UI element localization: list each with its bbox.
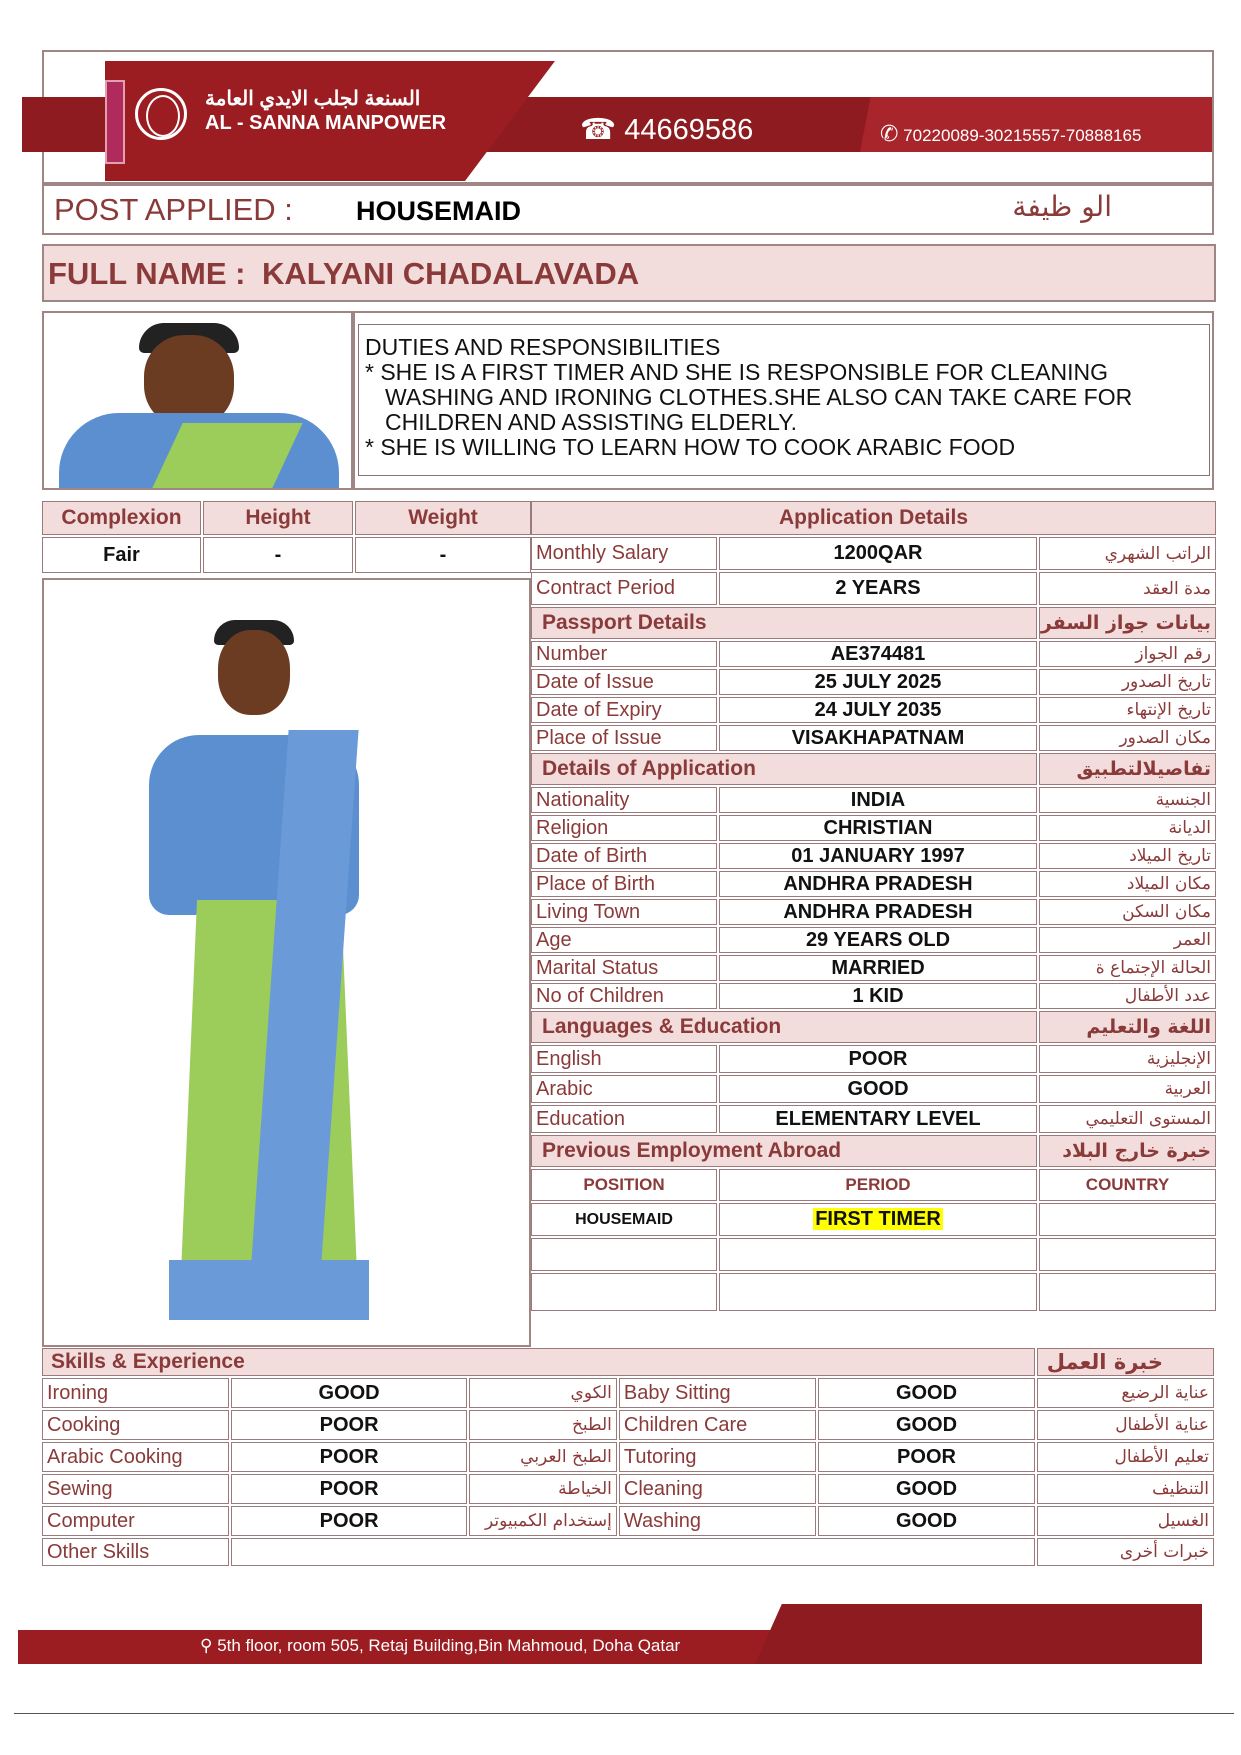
row-label-ar: العمر xyxy=(1039,927,1216,953)
skill-row xyxy=(42,1378,1214,1408)
row-label-ar: مكان الصدور xyxy=(1039,725,1216,751)
employment-cell: HOUSEMAID xyxy=(531,1203,717,1236)
attr-header: Weight xyxy=(355,501,531,535)
skill-label-ar: إستخدام الكمبيوتر xyxy=(469,1506,617,1536)
table-row xyxy=(531,899,1216,925)
row-label-ar: تاريخ الصدور xyxy=(1039,669,1216,695)
skill-label-ar: الغسيل xyxy=(1037,1506,1214,1536)
row-value: MARRIED xyxy=(719,955,1037,981)
row-label-ar: الديانة xyxy=(1039,815,1216,841)
weight-value: - xyxy=(355,537,531,573)
attributes-table xyxy=(40,499,533,575)
row-label: Number xyxy=(531,641,717,667)
row-label-ar: الإنجليزية xyxy=(1039,1045,1216,1073)
employment-cell xyxy=(719,1238,1037,1271)
application-details-table xyxy=(529,499,1218,1313)
skill-row xyxy=(42,1506,1214,1536)
application-details-header: Application Details xyxy=(531,501,1216,535)
table-row xyxy=(531,955,1216,981)
row-value: 1200QAR xyxy=(719,537,1037,570)
row-label: Monthly Salary xyxy=(531,537,717,570)
duties-line: * SHE IS A FIRST TIMER AND SHE IS RESPONSIBLE FOR CLEANING xyxy=(365,359,1109,385)
table-row xyxy=(531,725,1216,751)
skill-row xyxy=(42,1442,1214,1472)
row-label-ar: المستوى التعليمي xyxy=(1039,1105,1216,1133)
table-row xyxy=(531,815,1216,841)
row-value: AE374481 xyxy=(719,641,1037,667)
skills-table xyxy=(40,1346,1216,1568)
table-row xyxy=(531,697,1216,723)
skill-level: POOR xyxy=(231,1442,467,1472)
skill-level: POOR xyxy=(231,1410,467,1440)
attr-header: Height xyxy=(203,501,353,535)
row-value: 29 YEARS OLD xyxy=(719,927,1037,953)
row-label-ar: مكان السكن xyxy=(1039,899,1216,925)
employment-row xyxy=(531,1203,1216,1236)
duties-box xyxy=(358,324,1210,476)
skill-label: Children Care xyxy=(619,1410,816,1440)
section-header-ar: خبرة خارج البلاد xyxy=(1039,1135,1216,1167)
telephone-icon: ☎ xyxy=(580,114,617,146)
skill-label-ar: التنظيف xyxy=(1037,1474,1214,1504)
mobile-numbers xyxy=(880,121,1141,147)
address-text: 5th floor, room 505, Retaj Building,Bin Mahmoud, Doha Qatar xyxy=(217,1636,681,1655)
skill-label-ar: الطبخ العربي xyxy=(469,1442,617,1472)
first-timer-highlight: FIRST TIMER xyxy=(815,1208,941,1230)
table-row xyxy=(531,843,1216,869)
header-accent xyxy=(105,80,125,164)
duties-line: CHILDREN AND ASSISTING ELDERLY. xyxy=(385,409,798,435)
post-applied-row xyxy=(42,184,1214,235)
mobile-value: 70220089-30215557-70888165 xyxy=(903,126,1142,145)
other-skills-row xyxy=(42,1538,1214,1566)
skill-label: Cleaning xyxy=(619,1474,816,1504)
skill-level: GOOD xyxy=(231,1378,467,1408)
row-value: VISAKHAPATNAM xyxy=(719,725,1037,751)
skills-header: Skills & Experience xyxy=(42,1348,1035,1376)
section-header: Details of Application xyxy=(531,753,1037,785)
attr-header: Complexion xyxy=(42,501,201,535)
skill-label: Baby Sitting xyxy=(619,1378,816,1408)
skill-level: GOOD xyxy=(818,1506,1035,1536)
skill-level: GOOD xyxy=(818,1378,1035,1408)
row-value: ELEMENTARY LEVEL xyxy=(719,1105,1037,1133)
complexion-value: Fair xyxy=(42,537,201,573)
portrait-photo xyxy=(42,311,353,490)
skill-label: Computer xyxy=(42,1506,229,1536)
section-header-ar: بيانات جواز السفر xyxy=(1039,607,1216,639)
post-value: HOUSEMAID xyxy=(356,196,522,226)
employment-cell xyxy=(531,1273,717,1311)
employment-column-header: PERIOD xyxy=(719,1169,1037,1201)
row-label: Arabic xyxy=(531,1075,717,1103)
section-header: Languages & Education xyxy=(531,1011,1037,1043)
table-row xyxy=(531,787,1216,813)
section-header: Passport Details xyxy=(531,607,1037,639)
row-label: Contract Period xyxy=(531,572,717,605)
skill-label: Cooking xyxy=(42,1410,229,1440)
table-row xyxy=(531,1075,1216,1103)
skill-level: GOOD xyxy=(818,1474,1035,1504)
skill-row xyxy=(42,1474,1214,1504)
skill-label: Ironing xyxy=(42,1378,229,1408)
company-name: AL - SANNA MANPOWER xyxy=(205,112,447,134)
employment-cell xyxy=(531,1238,717,1271)
row-value: POOR xyxy=(719,1045,1037,1073)
table-row xyxy=(531,537,1216,570)
row-label: Marital Status xyxy=(531,955,717,981)
row-label: Education xyxy=(531,1105,717,1133)
duties-line: WASHING AND IRONING CLOTHES.SHE ALSO CAN TAKE CARE FOR xyxy=(385,384,1133,410)
table-row xyxy=(531,871,1216,897)
duties-title: DUTIES AND RESPONSIBILITIES xyxy=(365,334,721,360)
row-label-ar: عدد الأطفال xyxy=(1039,983,1216,1009)
skill-label: Arabic Cooking xyxy=(42,1442,229,1472)
row-value: 1 KID xyxy=(719,983,1037,1009)
row-value: ANDHRA PRADESH xyxy=(719,871,1037,897)
skill-row xyxy=(42,1410,1214,1440)
other-skills-value xyxy=(231,1538,1034,1566)
row-value: 24 JULY 2035 xyxy=(719,697,1037,723)
row-value: 25 JULY 2025 xyxy=(719,669,1037,695)
skill-level: POOR xyxy=(231,1506,467,1536)
row-label: Religion xyxy=(531,815,717,841)
phone-number xyxy=(580,112,753,147)
table-row xyxy=(531,1105,1216,1133)
skill-level: GOOD xyxy=(818,1410,1035,1440)
full-name-value: KALYANI CHADALAVADA xyxy=(262,256,640,291)
skill-label-ar: الخياطة xyxy=(469,1474,617,1504)
row-value: 2 YEARS xyxy=(719,572,1037,605)
skill-label: Sewing xyxy=(42,1474,229,1504)
skill-level: POOR xyxy=(818,1442,1035,1472)
skill-label: Tutoring xyxy=(619,1442,816,1472)
row-label: Date of Issue xyxy=(531,669,717,695)
row-label: No of Children xyxy=(531,983,717,1009)
skill-label: Washing xyxy=(619,1506,816,1536)
location-pin-icon: ⚲ xyxy=(200,1636,213,1655)
employment-cell xyxy=(719,1203,1037,1236)
full-name-label: FULL NAME : xyxy=(48,256,246,291)
footer-accent xyxy=(755,1604,1202,1664)
row-label-ar: الجنسية xyxy=(1039,787,1216,813)
employment-column-header: COUNTRY xyxy=(1039,1169,1216,1201)
skill-label-ar: تعليم الأطفال xyxy=(1037,1442,1214,1472)
row-label: Date of Birth xyxy=(531,843,717,869)
row-label-ar: الحالة الإجتماع ة xyxy=(1039,955,1216,981)
row-label: Nationality xyxy=(531,787,717,813)
row-label-ar: الراتب الشهري xyxy=(1039,537,1216,570)
skills-header-ar: خبرة العمل xyxy=(1037,1348,1214,1376)
row-label: Place of Birth xyxy=(531,871,717,897)
employment-column-header: POSITION xyxy=(531,1169,717,1201)
table-row xyxy=(531,927,1216,953)
row-value: ANDHRA PRADESH xyxy=(719,899,1037,925)
row-label-ar: مكان الميلاد xyxy=(1039,871,1216,897)
skill-label-ar: عناية الأطفال xyxy=(1037,1410,1214,1440)
table-row xyxy=(531,572,1216,605)
section-header-ar: تفاصيلالتطبيق xyxy=(1039,753,1216,785)
table-row xyxy=(531,1045,1216,1073)
full-name-row xyxy=(42,244,1216,302)
table-row xyxy=(531,983,1216,1009)
row-value: INDIA xyxy=(719,787,1037,813)
row-label: Age xyxy=(531,927,717,953)
phone-value: 44669586 xyxy=(624,114,754,146)
footer-address xyxy=(200,1636,680,1656)
row-value: CHRISTIAN xyxy=(719,815,1037,841)
company-name-ar: السنعة لجلب الايدي العامة xyxy=(205,88,421,110)
section-header-ar: اللغة والتعليم xyxy=(1039,1011,1216,1043)
skill-label-ar: عناية الرضيع xyxy=(1037,1378,1214,1408)
skill-label-ar: الكوي xyxy=(469,1378,617,1408)
post-label-ar: الو ظيفة xyxy=(1012,190,1112,223)
row-value: 01 JANUARY 1997 xyxy=(719,843,1037,869)
table-row xyxy=(531,641,1216,667)
row-label-ar: مدة العقد xyxy=(1039,572,1216,605)
skill-level: POOR xyxy=(231,1474,467,1504)
full-body-photo xyxy=(42,578,531,1347)
row-label: Place of Issue xyxy=(531,725,717,751)
employment-cell xyxy=(1039,1203,1216,1236)
skill-label-ar: الطبخ xyxy=(469,1410,617,1440)
employment-cell xyxy=(1039,1238,1216,1271)
section-header: Previous Employment Abroad xyxy=(531,1135,1037,1167)
other-skills-label: Other Skills xyxy=(42,1538,229,1566)
row-label-ar: تاريخ الميلاد xyxy=(1039,843,1216,869)
employment-row xyxy=(531,1273,1216,1311)
table-row xyxy=(531,669,1216,695)
row-label-ar: تاريخ الإنتهاء xyxy=(1039,697,1216,723)
duties-line: * SHE IS WILLING TO LEARN HOW TO COOK ARABIC FOOD xyxy=(365,434,1016,460)
other-skills-label-ar: خبرات أخرى xyxy=(1037,1538,1214,1566)
globe-logo-icon xyxy=(135,88,187,140)
height-value: - xyxy=(203,537,353,573)
row-label: Living Town xyxy=(531,899,717,925)
page-divider xyxy=(14,1713,1234,1714)
row-label-ar: العربية xyxy=(1039,1075,1216,1103)
row-value: GOOD xyxy=(719,1075,1037,1103)
row-label: English xyxy=(531,1045,717,1073)
employment-cell xyxy=(1039,1273,1216,1311)
post-label: POST APPLIED : xyxy=(54,192,293,227)
mobile-icon: ✆ xyxy=(880,121,899,146)
row-label-ar: رقم الجواز xyxy=(1039,641,1216,667)
employment-cell xyxy=(719,1273,1037,1311)
employment-row xyxy=(531,1238,1216,1271)
row-label: Date of Expiry xyxy=(531,697,717,723)
